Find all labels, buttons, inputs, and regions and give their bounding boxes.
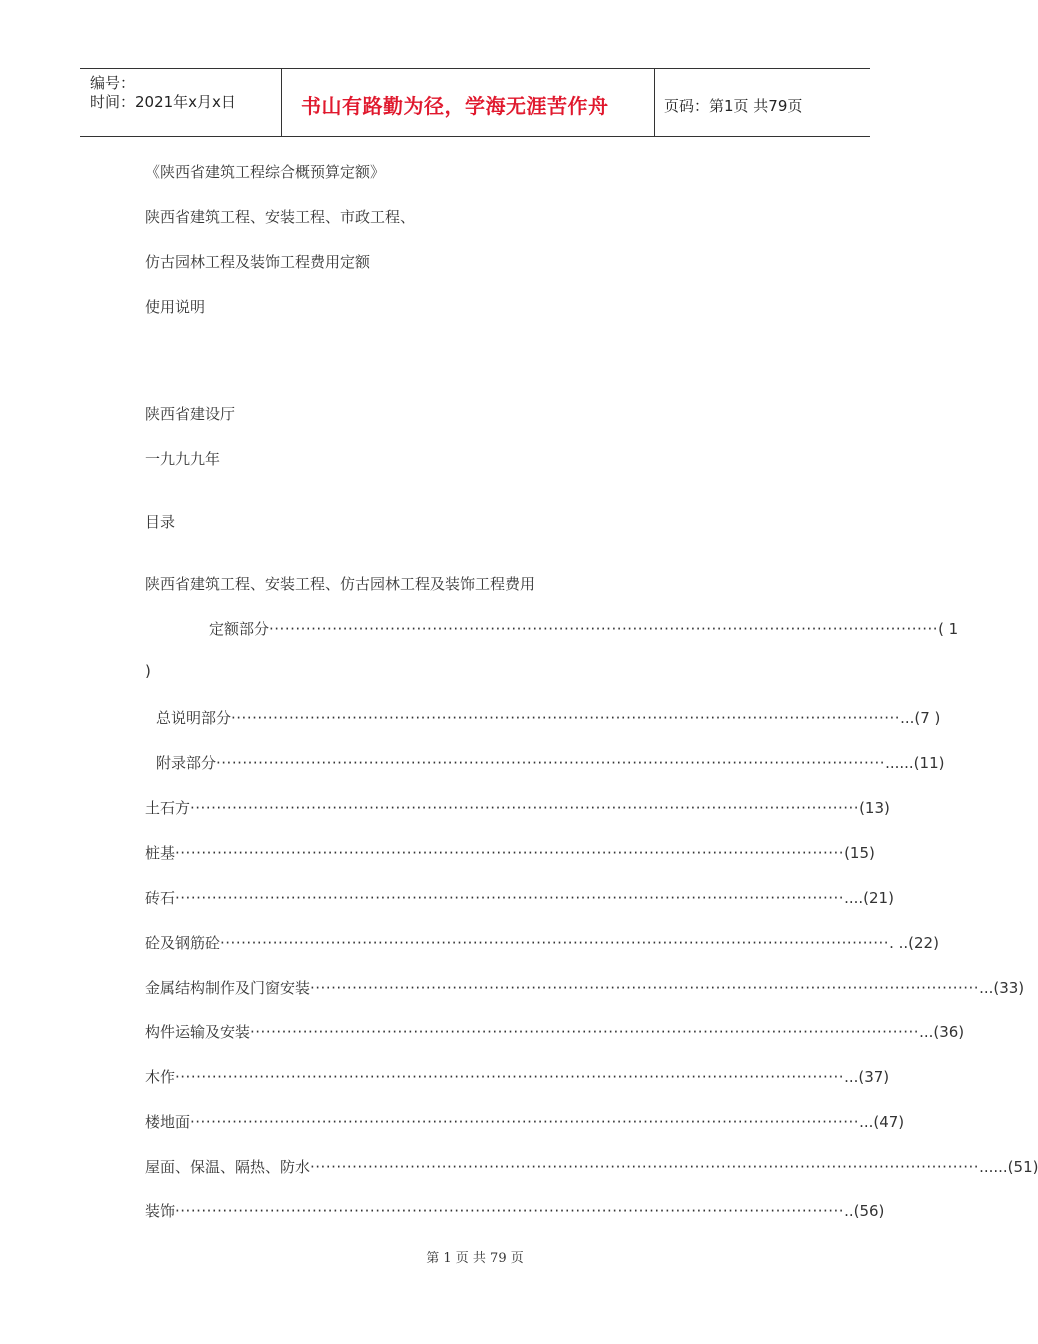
toc-entry-page: ...(33) — [979, 979, 1025, 997]
page-footer: 第 1 页 共 79 页 — [426, 1251, 524, 1266]
toc-entry-page: ...(36) — [919, 1023, 965, 1041]
title-line: 《陕西省建筑工程综合概预算定额》 — [145, 163, 386, 181]
toc-entry-page: (13) — [859, 799, 890, 817]
toc-entry-title: 砼及钢筋砼 — [145, 934, 221, 952]
toc-entry-page: ...(37) — [844, 1068, 890, 1086]
toc-leader: ······························································································································· — [220, 934, 890, 952]
issuer: 陕西省建设厅 — [145, 405, 236, 423]
toc-entry-title: 桩基 — [145, 844, 176, 862]
toc-entry[interactable] — [145, 977, 1025, 998]
toc-entry[interactable] — [145, 1066, 890, 1087]
toc-entry-page: ( 1 — [938, 620, 959, 638]
toc-entry-page: ...(7 ) — [900, 709, 941, 727]
toc-leader: ······························································································································· — [250, 1023, 920, 1041]
toc-entry[interactable] — [145, 1200, 885, 1221]
toc-entry-title: 定额部分 — [209, 620, 270, 638]
toc-entry-page: ......(11) — [885, 754, 945, 772]
toc-entry-page: (15) — [844, 844, 875, 862]
toc-entry-page: ..(56) — [844, 1202, 885, 1220]
toc-leader: ······························································································································· — [190, 1113, 860, 1131]
toc-entry[interactable] — [145, 842, 875, 863]
toc-leader: ······························································································································· — [310, 979, 980, 997]
toc-entry[interactable] — [156, 752, 945, 773]
toc-entry-title: 附录部分 — [156, 754, 217, 772]
toc-entry-page: ...(47) — [859, 1113, 905, 1131]
header-divider-left — [281, 68, 282, 136]
toc-entry-title: 楼地面 — [145, 1113, 191, 1131]
toc-leader: ······························································································································· — [175, 844, 845, 862]
header-top-rule — [80, 68, 870, 69]
title-line: 陕西省建筑工程、安装工程、市政工程、 — [145, 208, 416, 226]
toc-entry-title: 总说明部分 — [156, 709, 232, 727]
year: 一九九九年 — [145, 450, 221, 468]
header-bottom-rule — [80, 136, 870, 137]
toc-entry-title: 屋面、保温、隔热、防水 — [145, 1158, 311, 1176]
toc-leader: ······························································································································· — [269, 620, 939, 638]
toc-entry-title: 装饰 — [145, 1202, 176, 1220]
toc-leader: ······························································································································· — [175, 1068, 845, 1086]
toc-entry[interactable] — [145, 1021, 965, 1042]
toc-leader: ······························································································································· — [216, 754, 886, 772]
toc-entry[interactable] — [145, 1156, 1038, 1177]
header-page-info: 页码：第1页 共79页 — [664, 97, 803, 115]
toc-entry-title: 砖石 — [145, 889, 176, 907]
toc-entry-title: 木作 — [145, 1068, 176, 1086]
toc-entry-page: . ..(22) — [889, 934, 939, 952]
toc-entry-title: 金属结构制作及门窗安装 — [145, 979, 311, 997]
toc-overflow: ) — [145, 662, 151, 680]
header-time-label: 时间：2021年x月x日 — [90, 93, 236, 111]
title-line: 使用说明 — [145, 298, 206, 316]
toc-heading: 目录 — [145, 513, 176, 531]
toc-leader: ······························································································································· — [175, 889, 845, 907]
toc-entry[interactable] — [156, 707, 941, 728]
toc-leader: ······························································································································· — [190, 799, 860, 817]
toc-entry-title: 土石方 — [145, 799, 191, 817]
toc-entry[interactable] — [209, 618, 959, 639]
toc-leader: ······························································································································· — [175, 1202, 845, 1220]
toc-entry[interactable] — [145, 1111, 905, 1132]
header-serial-label: 编号： — [90, 74, 136, 92]
toc-entry-page: ....(21) — [844, 889, 894, 907]
toc-entry[interactable] — [145, 932, 939, 953]
toc-leader: ······························································································································· — [310, 1158, 980, 1176]
header-motto: 书山有路勤为径，学海无涯苦作舟 — [301, 94, 609, 118]
toc-entry[interactable] — [145, 887, 894, 908]
title-line: 仿古园林工程及装饰工程费用定额 — [145, 253, 371, 271]
toc-entry-title: 构件运输及安装 — [145, 1023, 251, 1041]
header-divider-right — [654, 68, 655, 136]
toc-leader: ······························································································································· — [231, 709, 901, 727]
toc-entry-page: ......(51) — [979, 1158, 1038, 1176]
toc-group-heading: 陕西省建筑工程、安装工程、仿古园林工程及装饰工程费用 — [145, 575, 536, 593]
toc-entry[interactable] — [145, 797, 890, 818]
